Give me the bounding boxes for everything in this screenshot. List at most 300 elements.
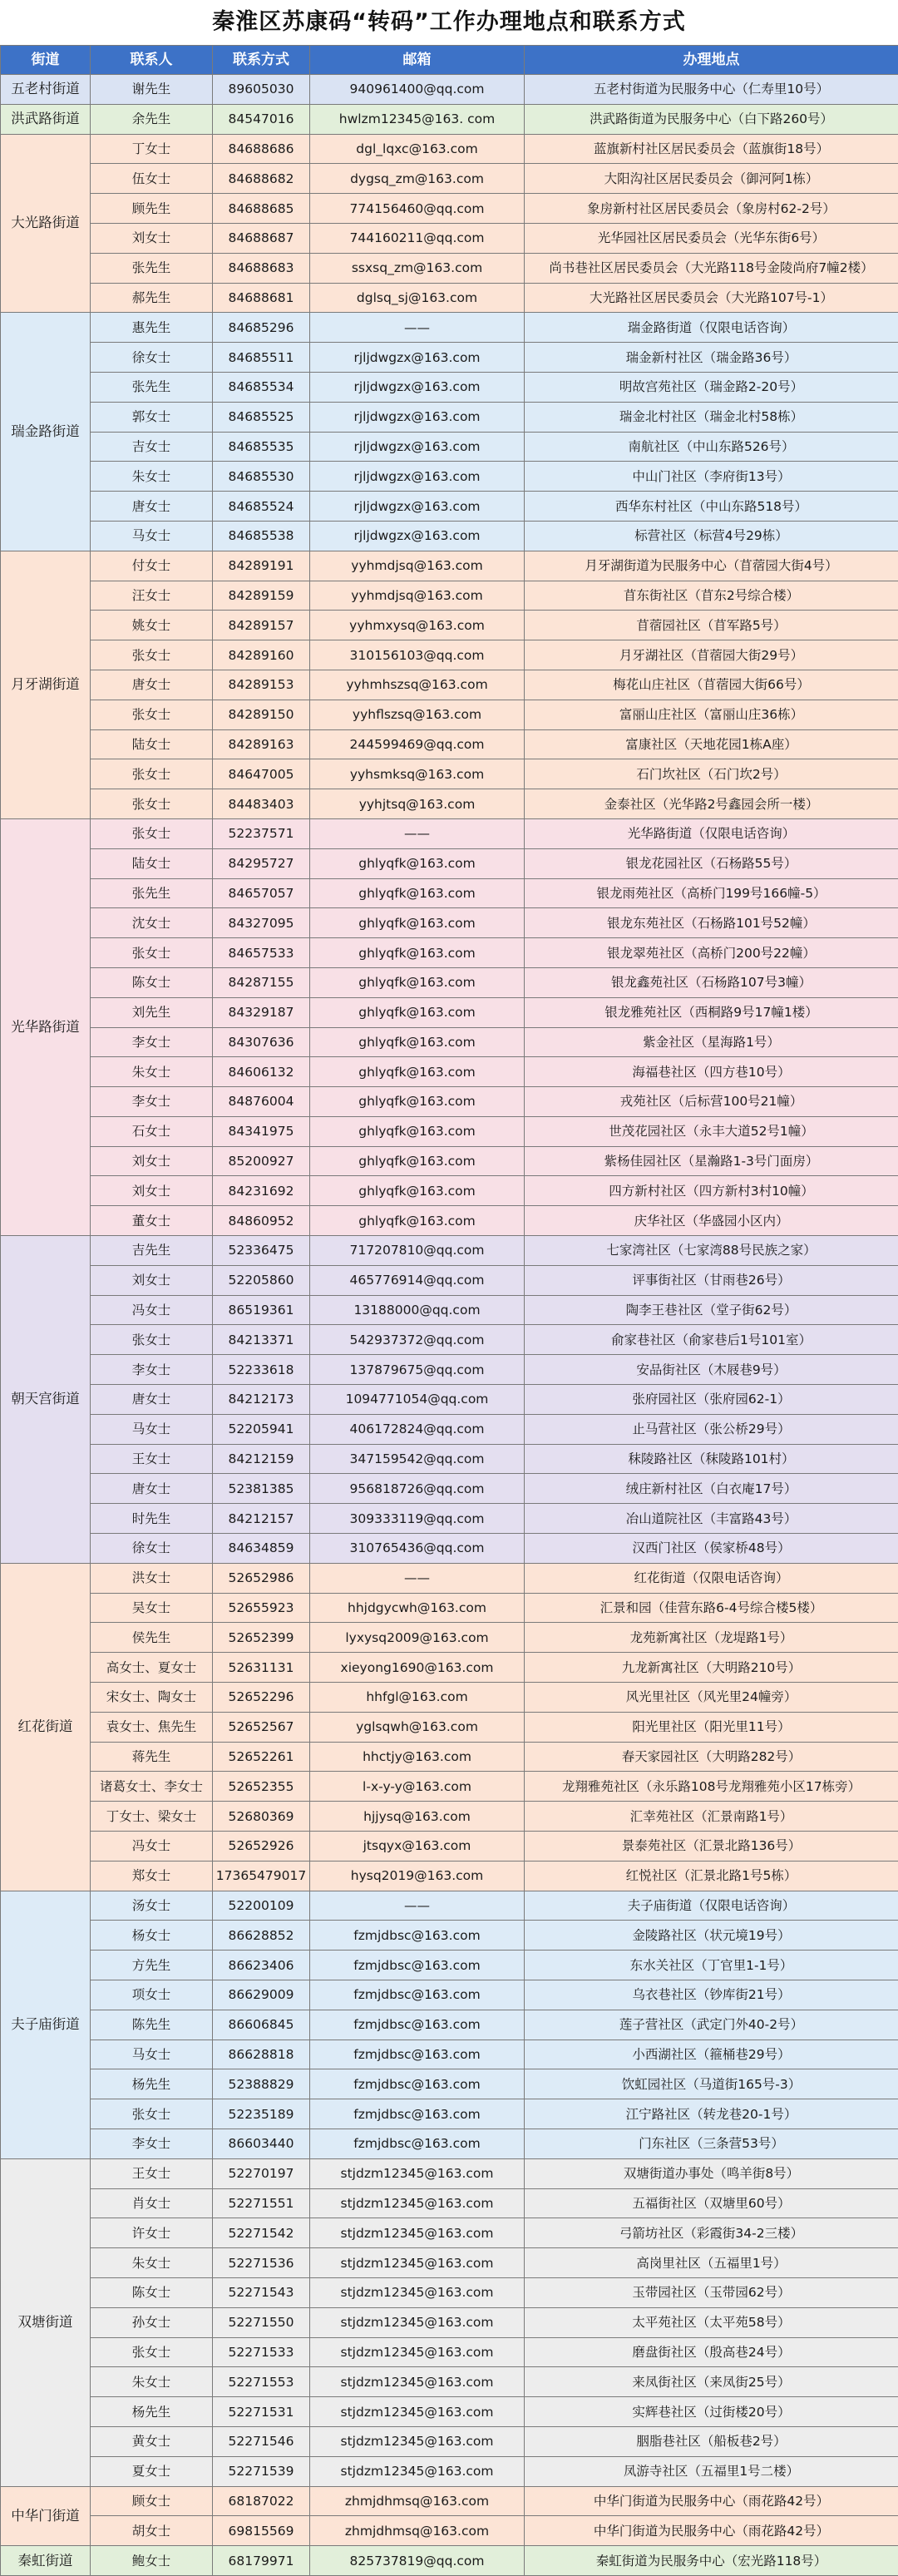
phone-cell: 86628818 [213, 2040, 310, 2069]
contact-cell: 张女士 [91, 1325, 213, 1355]
table-row [1, 1146, 898, 1176]
contact-cell: 吴女士 [91, 1593, 213, 1623]
phone-cell: 84483403 [213, 789, 310, 819]
contact-cell: 侯先生 [91, 1623, 213, 1653]
phone-cell: 52200109 [213, 1891, 310, 1921]
table-row [1, 1504, 898, 1534]
contact-cell: 唐女士 [91, 1474, 213, 1504]
email-cell: zhmjdhmsq@163.com [310, 2486, 525, 2516]
table-row [1, 223, 898, 253]
email-cell: yyhmhszsq@163.com [310, 670, 525, 700]
phone-cell: 52652399 [213, 1623, 310, 1653]
location-cell: 双塘街道办事处（鸣羊街8号） [525, 2158, 898, 2188]
location-cell: 中华门街道为民服务中心（雨花路42号） [525, 2516, 898, 2546]
table-row [1, 1861, 898, 1891]
contact-cell: 朱女士 [91, 462, 213, 492]
phone-cell: 84688681 [213, 283, 310, 313]
table-row [1, 1742, 898, 1772]
email-cell: 956818726@qq.com [310, 1474, 525, 1504]
contact-cell: 宋女士、陶女士 [91, 1683, 213, 1713]
phone-cell: 84231692 [213, 1176, 310, 1206]
contact-cell: 刘先生 [91, 997, 213, 1027]
location-cell: 五老村街道为民服务中心（仁寿里10号） [525, 75, 898, 105]
email-cell: —— [310, 818, 525, 848]
contact-cell: 丁女士、梁女士 [91, 1802, 213, 1832]
table-row [1, 1802, 898, 1832]
contact-cell: 付女士 [91, 551, 213, 581]
email-cell: ghlyqfk@163.com [310, 938, 525, 968]
phone-cell: 52652355 [213, 1772, 310, 1802]
table-row [1, 1563, 898, 1593]
phone-cell: 84657057 [213, 878, 310, 908]
phone-cell: 86623406 [213, 1951, 310, 1980]
table-row [1, 1057, 898, 1087]
table-row [1, 1116, 898, 1146]
email-cell: ghlyqfk@163.com [310, 967, 525, 997]
phone-cell: 84295727 [213, 848, 310, 878]
location-cell: 止马营社区（张公桥29号） [525, 1414, 898, 1444]
contact-cell: 陈先生 [91, 2010, 213, 2040]
contact-cell: 杨先生 [91, 2069, 213, 2099]
phone-cell: 84289191 [213, 551, 310, 581]
location-cell: 五福街社区（双塘里60号） [525, 2188, 898, 2218]
phone-cell: 86628852 [213, 1921, 310, 1951]
phone-cell: 84606132 [213, 1057, 310, 1087]
page-title: 秦淮区苏康码“转码”工作办理地点和联系方式 [0, 0, 898, 45]
location-cell: 龙翔雅苑社区（永乐路108号龙翔雅苑小区17栋旁） [525, 1772, 898, 1802]
contact-cell: 黄女士 [91, 2426, 213, 2456]
email-cell: dgl_lqxc@163.com [310, 134, 525, 164]
location-cell: 东水关社区（丁官里1-1号） [525, 1951, 898, 1980]
table-row [1, 581, 898, 611]
contact-cell: 郭女士 [91, 402, 213, 432]
contact-cell: 冯女士 [91, 1295, 213, 1325]
email-cell: stjdzm12345@163.com [310, 2307, 525, 2337]
phone-cell: 52235189 [213, 2099, 310, 2129]
contact-cell: 陈女士 [91, 2277, 213, 2307]
email-cell: 1094771054@qq.com [310, 1385, 525, 1415]
table-row [1, 1921, 898, 1951]
table-row [1, 1176, 898, 1206]
location-cell: 来凤街社区（来凤街25号） [525, 2367, 898, 2397]
table-row [1, 283, 898, 313]
email-cell: zhmjdhmsq@163.com [310, 2516, 525, 2546]
table-row [1, 1653, 898, 1683]
location-cell: 戎苑社区（后标营100号21幢） [525, 1087, 898, 1117]
phone-cell: 52205860 [213, 1265, 310, 1295]
street-cell: 月牙湖街道 [1, 551, 91, 818]
location-cell: 太平苑社区（太平苑58号） [525, 2307, 898, 2337]
table-row [1, 492, 898, 522]
email-cell: yyhmxysq@163.com [310, 611, 525, 640]
header-phone: 联系方式 [213, 46, 310, 75]
email-cell: 940961400@qq.com [310, 75, 525, 105]
phone-cell: 84688686 [213, 134, 310, 164]
table-row [1, 1295, 898, 1325]
location-cell: 绒庄新村社区（白衣庵17号） [525, 1474, 898, 1504]
phone-cell: 84685296 [213, 313, 310, 343]
contact-cell: 汤女士 [91, 1891, 213, 1921]
contact-cell: 唐女士 [91, 670, 213, 700]
phone-cell: 86519361 [213, 1295, 310, 1325]
location-cell: 银龙雨苑社区（高桥门199号166幢-5） [525, 878, 898, 908]
phone-cell: 52271553 [213, 2367, 310, 2397]
email-cell: stjdzm12345@163.com [310, 2426, 525, 2456]
email-cell: 310765436@qq.com [310, 1534, 525, 1564]
table-row [1, 1206, 898, 1236]
table-row [1, 2307, 898, 2337]
contact-cell: 陈女士 [91, 967, 213, 997]
email-cell: ghlyqfk@163.com [310, 848, 525, 878]
table-row [1, 2426, 898, 2456]
contact-cell: 冯女士 [91, 1832, 213, 1862]
location-cell: 江宁路社区（转龙巷20-1号） [525, 2099, 898, 2129]
contact-cell: 张女士 [91, 2337, 213, 2367]
email-cell: hhjdgycwh@163.com [310, 1593, 525, 1623]
table-row [1, 2337, 898, 2367]
email-cell: lyxysq2009@163.com [310, 1623, 525, 1653]
email-cell: 309333119@qq.com [310, 1504, 525, 1534]
phone-cell: 84688685 [213, 194, 310, 224]
phone-cell: 84685535 [213, 432, 310, 462]
contact-cell: 杨女士 [91, 1921, 213, 1951]
contact-cell: 徐女士 [91, 343, 213, 373]
email-cell: rjljdwgzx@163.com [310, 492, 525, 522]
table-row [1, 2367, 898, 2397]
contact-cell: 顾女士 [91, 2486, 213, 2516]
street-cell: 洪武路街道 [1, 104, 91, 134]
location-cell: 风光里社区（风光里24幢旁） [525, 1683, 898, 1713]
email-cell: 774156460@qq.com [310, 194, 525, 224]
contact-cell: 张女士 [91, 818, 213, 848]
contact-cell: 蒋先生 [91, 1742, 213, 1772]
location-cell: 红花街道（仅限电话咨询） [525, 1563, 898, 1593]
contact-cell: 余先生 [91, 104, 213, 134]
table-row [1, 2069, 898, 2099]
location-cell: 月牙湖街道为民服务中心（苜蓿园大街4号） [525, 551, 898, 581]
contact-cell: 时先生 [91, 1504, 213, 1534]
email-cell: fzmjdbsc@163.com [310, 2129, 525, 2158]
email-cell: 542937372@qq.com [310, 1325, 525, 1355]
phone-cell: 84685525 [213, 402, 310, 432]
contact-cell: 刘女士 [91, 1176, 213, 1206]
table-row [1, 2397, 898, 2427]
location-cell: 汇幸苑社区（汇景南路1号） [525, 1802, 898, 1832]
location-cell: 汉西门社区（侯家桥48号） [525, 1534, 898, 1564]
phone-cell: 84634859 [213, 1534, 310, 1564]
email-cell: hysq2019@163.com [310, 1861, 525, 1891]
table-row [1, 313, 898, 343]
email-cell: stjdzm12345@163.com [310, 2456, 525, 2486]
location-cell: 大阳沟社区居民委员会（御河阿1栋） [525, 164, 898, 194]
email-cell: hhctjy@163.com [310, 1742, 525, 1772]
location-cell: 银龙翠苑社区（高桥门200号22幢） [525, 938, 898, 968]
contact-cell: 董女士 [91, 1206, 213, 1236]
table-row [1, 551, 898, 581]
location-cell: 汇景和园（佳营东路6-4号综合楼5楼） [525, 1593, 898, 1623]
street-cell: 中华门街道 [1, 2486, 91, 2546]
contact-table [0, 45, 898, 2576]
table-row [1, 670, 898, 700]
email-cell: yglsqwh@163.com [310, 1712, 525, 1742]
table-row [1, 789, 898, 819]
email-cell: ghlyqfk@163.com [310, 1146, 525, 1176]
phone-cell: 52680369 [213, 1802, 310, 1832]
contact-cell: 张女士 [91, 2099, 213, 2129]
location-cell: 饮虹园社区（马道街165号-3） [525, 2069, 898, 2099]
email-cell: jtsqyx@163.com [310, 1832, 525, 1862]
location-cell: 尚书巷社区居民委员会（大光路118号金陵尚府7幢2楼） [525, 253, 898, 283]
table-row [1, 848, 898, 878]
location-cell: 九龙新寓社区（大明路210号） [525, 1653, 898, 1683]
contact-cell: 肖女士 [91, 2188, 213, 2218]
location-cell: 红悦社区（汇景北路1号5栋） [525, 1861, 898, 1891]
location-cell: 苜蓿园社区（苜军路5号） [525, 611, 898, 640]
phone-cell: 52652296 [213, 1683, 310, 1713]
location-cell: 龙苑新寓社区（龙堤路1号） [525, 1623, 898, 1653]
phone-cell: 52388829 [213, 2069, 310, 2099]
phone-cell: 84685511 [213, 343, 310, 373]
location-cell: 瑞金路街道（仅限电话咨询） [525, 313, 898, 343]
contact-cell: 马女士 [91, 2040, 213, 2069]
phone-cell: 84688682 [213, 164, 310, 194]
location-cell: 中华门街道为民服务中心（雨花路42号） [525, 2486, 898, 2516]
location-cell: 明故宫苑社区（瑞金路2-20号） [525, 372, 898, 402]
contact-cell: 王女士 [91, 2158, 213, 2188]
phone-cell: 52381385 [213, 1474, 310, 1504]
table-body [1, 75, 898, 2576]
email-cell: rjljdwgzx@163.com [310, 521, 525, 551]
location-cell: 洪武路街道为民服务中心（白下路260号） [525, 104, 898, 134]
phone-cell: 52652261 [213, 1742, 310, 1772]
email-cell: ghlyqfk@163.com [310, 1176, 525, 1206]
contact-cell: 夏女士 [91, 2456, 213, 2486]
phone-cell: 52655923 [213, 1593, 310, 1623]
phone-cell: 84860952 [213, 1206, 310, 1236]
contact-cell: 石女士 [91, 1116, 213, 1146]
email-cell: stjdzm12345@163.com [310, 2188, 525, 2218]
email-cell: ghlyqfk@163.com [310, 1027, 525, 1057]
table-row [1, 2546, 898, 2576]
email-cell: fzmjdbsc@163.com [310, 2099, 525, 2129]
table-row [1, 640, 898, 670]
email-cell: hhfgl@163.com [310, 1683, 525, 1713]
email-cell: yyhmdjsq@163.com [310, 581, 525, 611]
location-cell: 海福巷社区（四方巷10号） [525, 1057, 898, 1087]
location-cell: 银龙东苑社区（石杨路101号52幢） [525, 908, 898, 938]
location-cell: 俞家巷社区（俞家巷后1号101室） [525, 1325, 898, 1355]
phone-cell: 86629009 [213, 1980, 310, 2010]
phone-cell: 84647005 [213, 759, 310, 789]
location-cell: 中山门社区（李府街13号） [525, 462, 898, 492]
table-row [1, 908, 898, 938]
table-row [1, 729, 898, 759]
email-cell: yyhsmksq@163.com [310, 759, 525, 789]
contact-cell: 李女士 [91, 1027, 213, 1057]
table-row [1, 253, 898, 283]
email-cell: 744160211@qq.com [310, 223, 525, 253]
table-row [1, 759, 898, 789]
contact-cell: 高女士、夏女士 [91, 1653, 213, 1683]
phone-cell: 84212159 [213, 1444, 310, 1474]
email-cell: hwlzm12345@163. com [310, 104, 525, 134]
phone-cell: 84547016 [213, 104, 310, 134]
phone-cell: 52271542 [213, 2218, 310, 2248]
table-row [1, 1236, 898, 1266]
header-location: 办理地点 [525, 46, 898, 75]
email-cell: stjdzm12345@163.com [310, 2218, 525, 2248]
contact-cell: 伍女士 [91, 164, 213, 194]
contact-cell: 李女士 [91, 2129, 213, 2158]
email-cell: l-x-y-y@163.com [310, 1772, 525, 1802]
table-row [1, 2010, 898, 2040]
phone-cell: 84289157 [213, 611, 310, 640]
phone-cell: 84685534 [213, 372, 310, 402]
contact-cell: 张先生 [91, 372, 213, 402]
email-cell: yyhmdjsq@163.com [310, 551, 525, 581]
location-cell: 秣陵路社区（秣陵路101村） [525, 1444, 898, 1474]
location-cell: 评事街社区（甘雨巷26号） [525, 1265, 898, 1295]
email-cell: —— [310, 1563, 525, 1593]
street-cell: 红花街道 [1, 1563, 91, 1891]
table-row [1, 2158, 898, 2188]
location-cell: 冶山道院社区（丰富路43号） [525, 1504, 898, 1534]
table-row [1, 1891, 898, 1921]
contact-cell: 马女士 [91, 521, 213, 551]
location-cell: 金陵路社区（状元境19号） [525, 1921, 898, 1951]
email-cell: stjdzm12345@163.com [310, 2337, 525, 2367]
table-row [1, 521, 898, 551]
table-row [1, 2040, 898, 2069]
phone-cell: 52271543 [213, 2277, 310, 2307]
location-cell: 银龙雅苑社区（西桐路9号17幢1楼） [525, 997, 898, 1027]
table-row [1, 134, 898, 164]
street-cell: 双塘街道 [1, 2158, 91, 2486]
phone-cell: 52205941 [213, 1414, 310, 1444]
contact-cell: 刘女士 [91, 223, 213, 253]
phone-cell: 84212157 [213, 1504, 310, 1534]
contact-cell: 鲍女士 [91, 2546, 213, 2576]
email-cell: fzmjdbsc@163.com [310, 1951, 525, 1980]
phone-cell: 84341975 [213, 1116, 310, 1146]
location-cell: 高岗里社区（五福里1号） [525, 2248, 898, 2278]
email-cell: ghlyqfk@163.com [310, 997, 525, 1027]
table-row [1, 1683, 898, 1713]
email-cell: rjljdwgzx@163.com [310, 343, 525, 373]
contact-cell: 丁女士 [91, 134, 213, 164]
location-cell: 金泰社区（光华路2号鑫园会所一楼） [525, 789, 898, 819]
phone-cell: 84289163 [213, 729, 310, 759]
phone-cell: 52271550 [213, 2307, 310, 2337]
location-cell: 银龙鑫苑社区（石杨路107号3幢） [525, 967, 898, 997]
header-contact: 联系人 [91, 46, 213, 75]
location-cell: 月牙湖社区（苜蓿园大街29号） [525, 640, 898, 670]
street-cell: 朝天宫街道 [1, 1236, 91, 1564]
email-cell: dglsq_sj@163.com [310, 283, 525, 313]
table-row [1, 2188, 898, 2218]
contact-cell: 李女士 [91, 1087, 213, 1117]
location-cell: 磨盘街社区（殷高巷24号） [525, 2337, 898, 2367]
table-row [1, 1623, 898, 1653]
location-cell: 景泰苑社区（汇景北路136号） [525, 1832, 898, 1862]
email-cell: fzmjdbsc@163.com [310, 2069, 525, 2099]
location-cell: 紫杨佳园社区（星瀚路1-3号门面房） [525, 1146, 898, 1176]
location-cell: 梅花山庄社区（苜蓿园大街66号） [525, 670, 898, 700]
email-cell: yyhjtsq@163.com [310, 789, 525, 819]
email-cell: —— [310, 1891, 525, 1921]
location-cell: 苜东街社区（苜东2号综合楼） [525, 581, 898, 611]
location-cell: 七家湾社区（七家湾88号民族之家） [525, 1236, 898, 1266]
table-row [1, 75, 898, 105]
email-cell: fzmjdbsc@163.com [310, 2010, 525, 2040]
table-row [1, 1474, 898, 1504]
table-row [1, 104, 898, 134]
contact-cell: 吉女士 [91, 432, 213, 462]
header-street: 街道 [1, 46, 91, 75]
phone-cell: 52652567 [213, 1712, 310, 1742]
contact-cell: 汪女士 [91, 581, 213, 611]
phone-cell: 84685524 [213, 492, 310, 522]
contact-cell: 吉先生 [91, 1236, 213, 1266]
contact-cell: 杨先生 [91, 2397, 213, 2427]
email-cell: stjdzm12345@163.com [310, 2367, 525, 2397]
location-cell: 弓箭坊社区（彩霞街34-2三楼） [525, 2218, 898, 2248]
location-cell: 莲子营社区（武定门外40-2号） [525, 2010, 898, 2040]
table-row [1, 462, 898, 492]
contact-cell: 张女士 [91, 789, 213, 819]
phone-cell: 52270197 [213, 2158, 310, 2188]
table-row [1, 1355, 898, 1385]
phone-cell: 84329187 [213, 997, 310, 1027]
email-cell: 406172824@qq.com [310, 1414, 525, 1444]
email-cell: rjljdwgzx@163.com [310, 462, 525, 492]
phone-cell: 84685530 [213, 462, 310, 492]
phone-cell: 84289159 [213, 581, 310, 611]
table-row [1, 1385, 898, 1415]
contact-cell: 唐女士 [91, 1385, 213, 1415]
location-cell: 小西湖社区（箍桶巷29号） [525, 2040, 898, 2069]
email-cell: rjljdwgzx@163.com [310, 432, 525, 462]
table-row [1, 2218, 898, 2248]
contact-cell: 项女士 [91, 1980, 213, 2010]
contact-cell: 刘女士 [91, 1265, 213, 1295]
phone-cell: 85200927 [213, 1146, 310, 1176]
email-cell: stjdzm12345@163.com [310, 2248, 525, 2278]
table-row [1, 343, 898, 373]
phone-cell: 89605030 [213, 75, 310, 105]
email-cell: stjdzm12345@163.com [310, 2397, 525, 2427]
location-cell: 西华东村社区（中山东路518号） [525, 492, 898, 522]
location-cell: 世茂花园社区（永丰大道52号1幢） [525, 1116, 898, 1146]
phone-cell: 52271539 [213, 2456, 310, 2486]
contact-cell: 顾先生 [91, 194, 213, 224]
table-row [1, 2129, 898, 2158]
phone-cell: 84876004 [213, 1087, 310, 1117]
table-row [1, 878, 898, 908]
phone-cell: 52631131 [213, 1653, 310, 1683]
contact-cell: 马女士 [91, 1414, 213, 1444]
email-cell: 244599469@qq.com [310, 729, 525, 759]
contact-cell: 刘女士 [91, 1146, 213, 1176]
email-cell: ghlyqfk@163.com [310, 908, 525, 938]
contact-cell: 朱女士 [91, 2248, 213, 2278]
location-cell: 富康社区（天地花园1栋A座） [525, 729, 898, 759]
location-cell: 紫金社区（星海路1号） [525, 1027, 898, 1057]
email-cell: fzmjdbsc@163.com [310, 1980, 525, 2010]
table-row [1, 194, 898, 224]
table-row [1, 818, 898, 848]
table-row [1, 1414, 898, 1444]
